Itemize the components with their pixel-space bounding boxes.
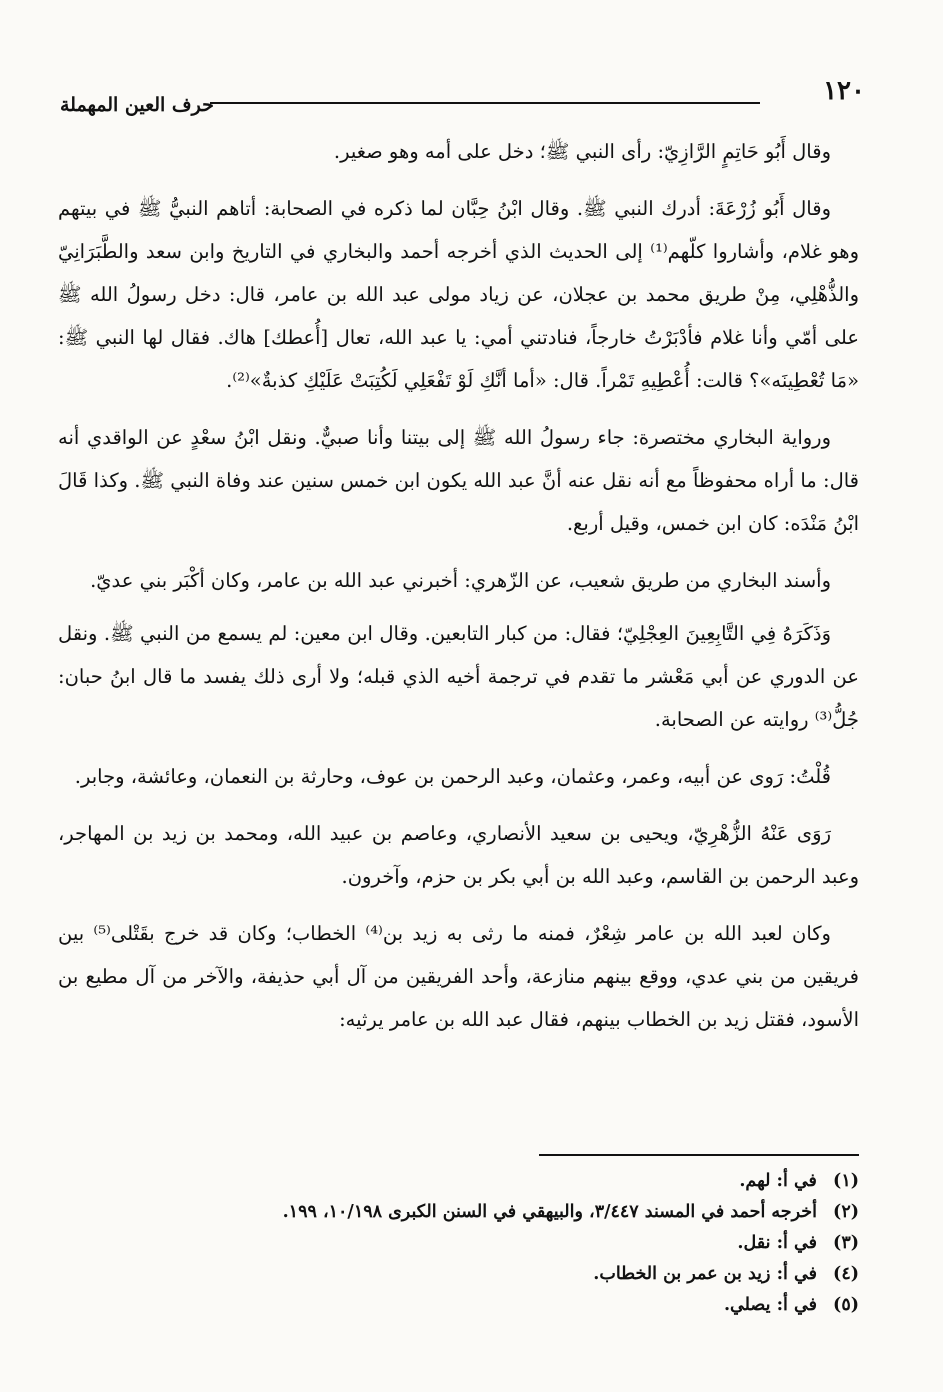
running-title: حرف العين المهملة: [60, 94, 214, 116]
footnote: [58, 1259, 859, 1290]
footnote-text: في أ: لهم.: [739, 1171, 817, 1191]
paragraph: قُلْتُ: رَوى عن أبيه، وعمر، وعثمان، وعبد الرحمن بن عوف، وحارثة بن النعمان، وعائشة، وجابر.: [74, 765, 831, 788]
page-header: [60, 74, 865, 126]
header-rule: [210, 102, 760, 104]
paragraph: وأسند البخاري من طريق شعيب، عن الزّهري: أخبرني عبد الله بن عامر، وكان أكْبَر بني عديّ.: [90, 569, 831, 592]
paragraph: وقال أَبُو حَاتِمٍ الرَّازِيّ: رأى النبي ﷺ؛ دخل على أمه وهو صغير.: [333, 140, 831, 163]
footnote: [58, 1228, 859, 1259]
footnote-text: في أ: زيد بن عمر بن الخطاب.: [593, 1264, 817, 1284]
page-number: ١٢٠: [823, 76, 865, 106]
paragraph: ورواية البخاري مختصرة: جاء رسولُ الله ﷺ إلى بيتنا وأنا صبيٌّ. ونقل ابْنُ سعْدٍ عن الواقدي أنه قال: ما أراه محفوظاً مع أنه نقل عنه أنَّ عبد الله يكون ابن خمس سنين عند وفاة النبي ﷺ. وكذا قَالَ ابْنُ مَنْدَه: كان ابن خمس، وقيل أربع.: [58, 426, 859, 535]
footnote-divider: [539, 1154, 859, 1156]
footnote: [58, 1290, 859, 1321]
footnote-number: (٥): [833, 1295, 859, 1315]
footnote-number: (٣): [833, 1233, 859, 1253]
footnote-number: (٢): [833, 1202, 859, 1222]
footnote-text: في أ: يصلي.: [723, 1295, 817, 1315]
footnote-text: في أ: نقل.: [737, 1233, 817, 1253]
footnote-number: (٤): [833, 1264, 859, 1284]
footnote: [58, 1197, 859, 1228]
paragraph: وَذَكَرَهُ فِي التَّابِعِينَ العِجْلِيّ؛ فقال: من كبار التابعين. وقال ابن معين: لم يسمع من النبي ﷺ. ونقل عن الدوري عن أبي مَعْشر ما تقدم في ترجمة أخيه الذي قبله؛ ولا أرى ذلك يفسد ما قال ابنُ حبان: جُلُّ⁽³⁾ روايته عن الصحابة.: [58, 622, 859, 731]
main-text: [58, 130, 859, 1055]
footnote: [58, 1166, 859, 1197]
footnote-number: (١): [833, 1171, 859, 1191]
paragraph: رَوَى عَنْهُ الزُّهْرِيّ، ويحيى بن سعيد الأنصاري، وعاصم بن عبيد الله، ومحمد بن زيد بن المهاجر، وعبد الرحمن بن القاسم، وعبد الله بن أبي بكر بن حزم، وآخرون.: [58, 822, 859, 888]
paragraph: وكان لعبد الله بن عامر شِعْرٌ، فمنه ما رثى به زيد بن⁽⁴⁾ الخطاب؛ وكان قد خرج بقَتْلى⁽⁵⁾ بين فريقين من بني عدي، ووقع بينهم منازعة، وأحد الفريقين من آل أبي حذيفة، والآخر من آل مطيع بن الأسود، فقتل زيد بن الخطاب بينهم، فقال عبد الله بن عامر يرثيه:: [58, 922, 859, 1031]
footnote-text: أخرجه أحمد في المسند ٣/٤٤٧، والبيهقي في السنن الكبرى ١٠/١٩٨، ١٩٩.: [282, 1202, 817, 1222]
paragraph: وقال أَبُو زُرْعَةَ: أدرك النبي ﷺ. وقال ابْنُ حِبَّان لما ذكره في الصحابة: أتاهم النبيُّ ﷺ في بيتهم وهو غلام، وأشاروا كلّهم⁽¹⁾ إلى الحديث الذي أخرجه أحمد والبخاري في التاريخ وابن سعد والطَّبَرَانِيّ والذُّهْلِي، مِنْ طريق محمد بن عجلان، عن زياد مولى عبد الله بن عامر، قال: دخل رسولُ الله ﷺ على أمّي وأنا غلام فأدْبَرْتُ خارجاً، فنادتني أمي: يا عبد الله، تعال [أُعطك] هاك. فقال لها النبي ﷺ: «مَا تُعْطِينَه»؟ قالت: أُعْطِيهِ تَمْراً. قال: «أما أنَّكِ لَوْ تَفْعَلِي لَكُتِبَتْ عَلَيْكِ كذبةٌ»⁽²⁾.: [58, 197, 859, 392]
footnotes: [58, 1166, 859, 1321]
